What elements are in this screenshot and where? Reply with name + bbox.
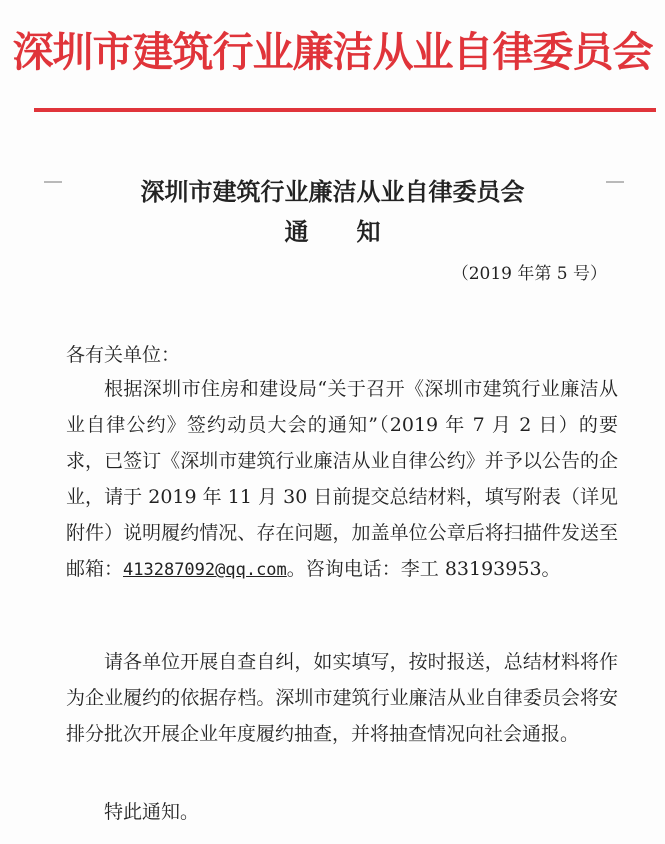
letterhead-red-rule: [34, 108, 656, 112]
document-title-notice: 通知: [284, 218, 429, 246]
letterhead-org-name: 深圳市建筑行业廉洁从业自律委员会: [12, 28, 653, 76]
document-title: 深圳市建筑行业廉洁从业自律委员会: [140, 178, 525, 206]
salutation: 各有关单位：: [66, 344, 181, 366]
body-paragraph-2: 请各单位开展自查自纠，如实填写，按时报送，总结材料将作为企业履约的依据存档。深圳市建筑行业廉洁从业自律委员会将安排分批次开展企业年度履约抽查，并将抽查情况向社会通报。: [66, 651, 618, 745]
body-paragraph-1: [66, 371, 618, 588]
document-number: （2019 年第 5 号）: [451, 264, 607, 284]
paragraph-1-text: 根据深圳市住房和建设局“关于召开《深圳市建筑行业廉洁从业自律公约》签约动员大会的通知”（2019 年 7 月 2 日）的要求，已签订《深圳市建筑行业廉洁从业自律公约》并予以公告的企业，请于 2019 年 11 月 30 日前提交总结材料，填写附表（详见附件）说明履约情况、存在问题，加盖单位公章后将扫描件发送至邮箱：: [66, 378, 618, 580]
scan-artifact-mark: [606, 181, 624, 183]
scan-artifact-mark: [44, 181, 62, 183]
email-link[interactable]: 413287092@qq.com: [123, 560, 287, 580]
paragraph-1-contact: 。咨询电话：李工 83193953。: [286, 558, 561, 580]
closing-remark: 特此通知。: [104, 801, 200, 823]
